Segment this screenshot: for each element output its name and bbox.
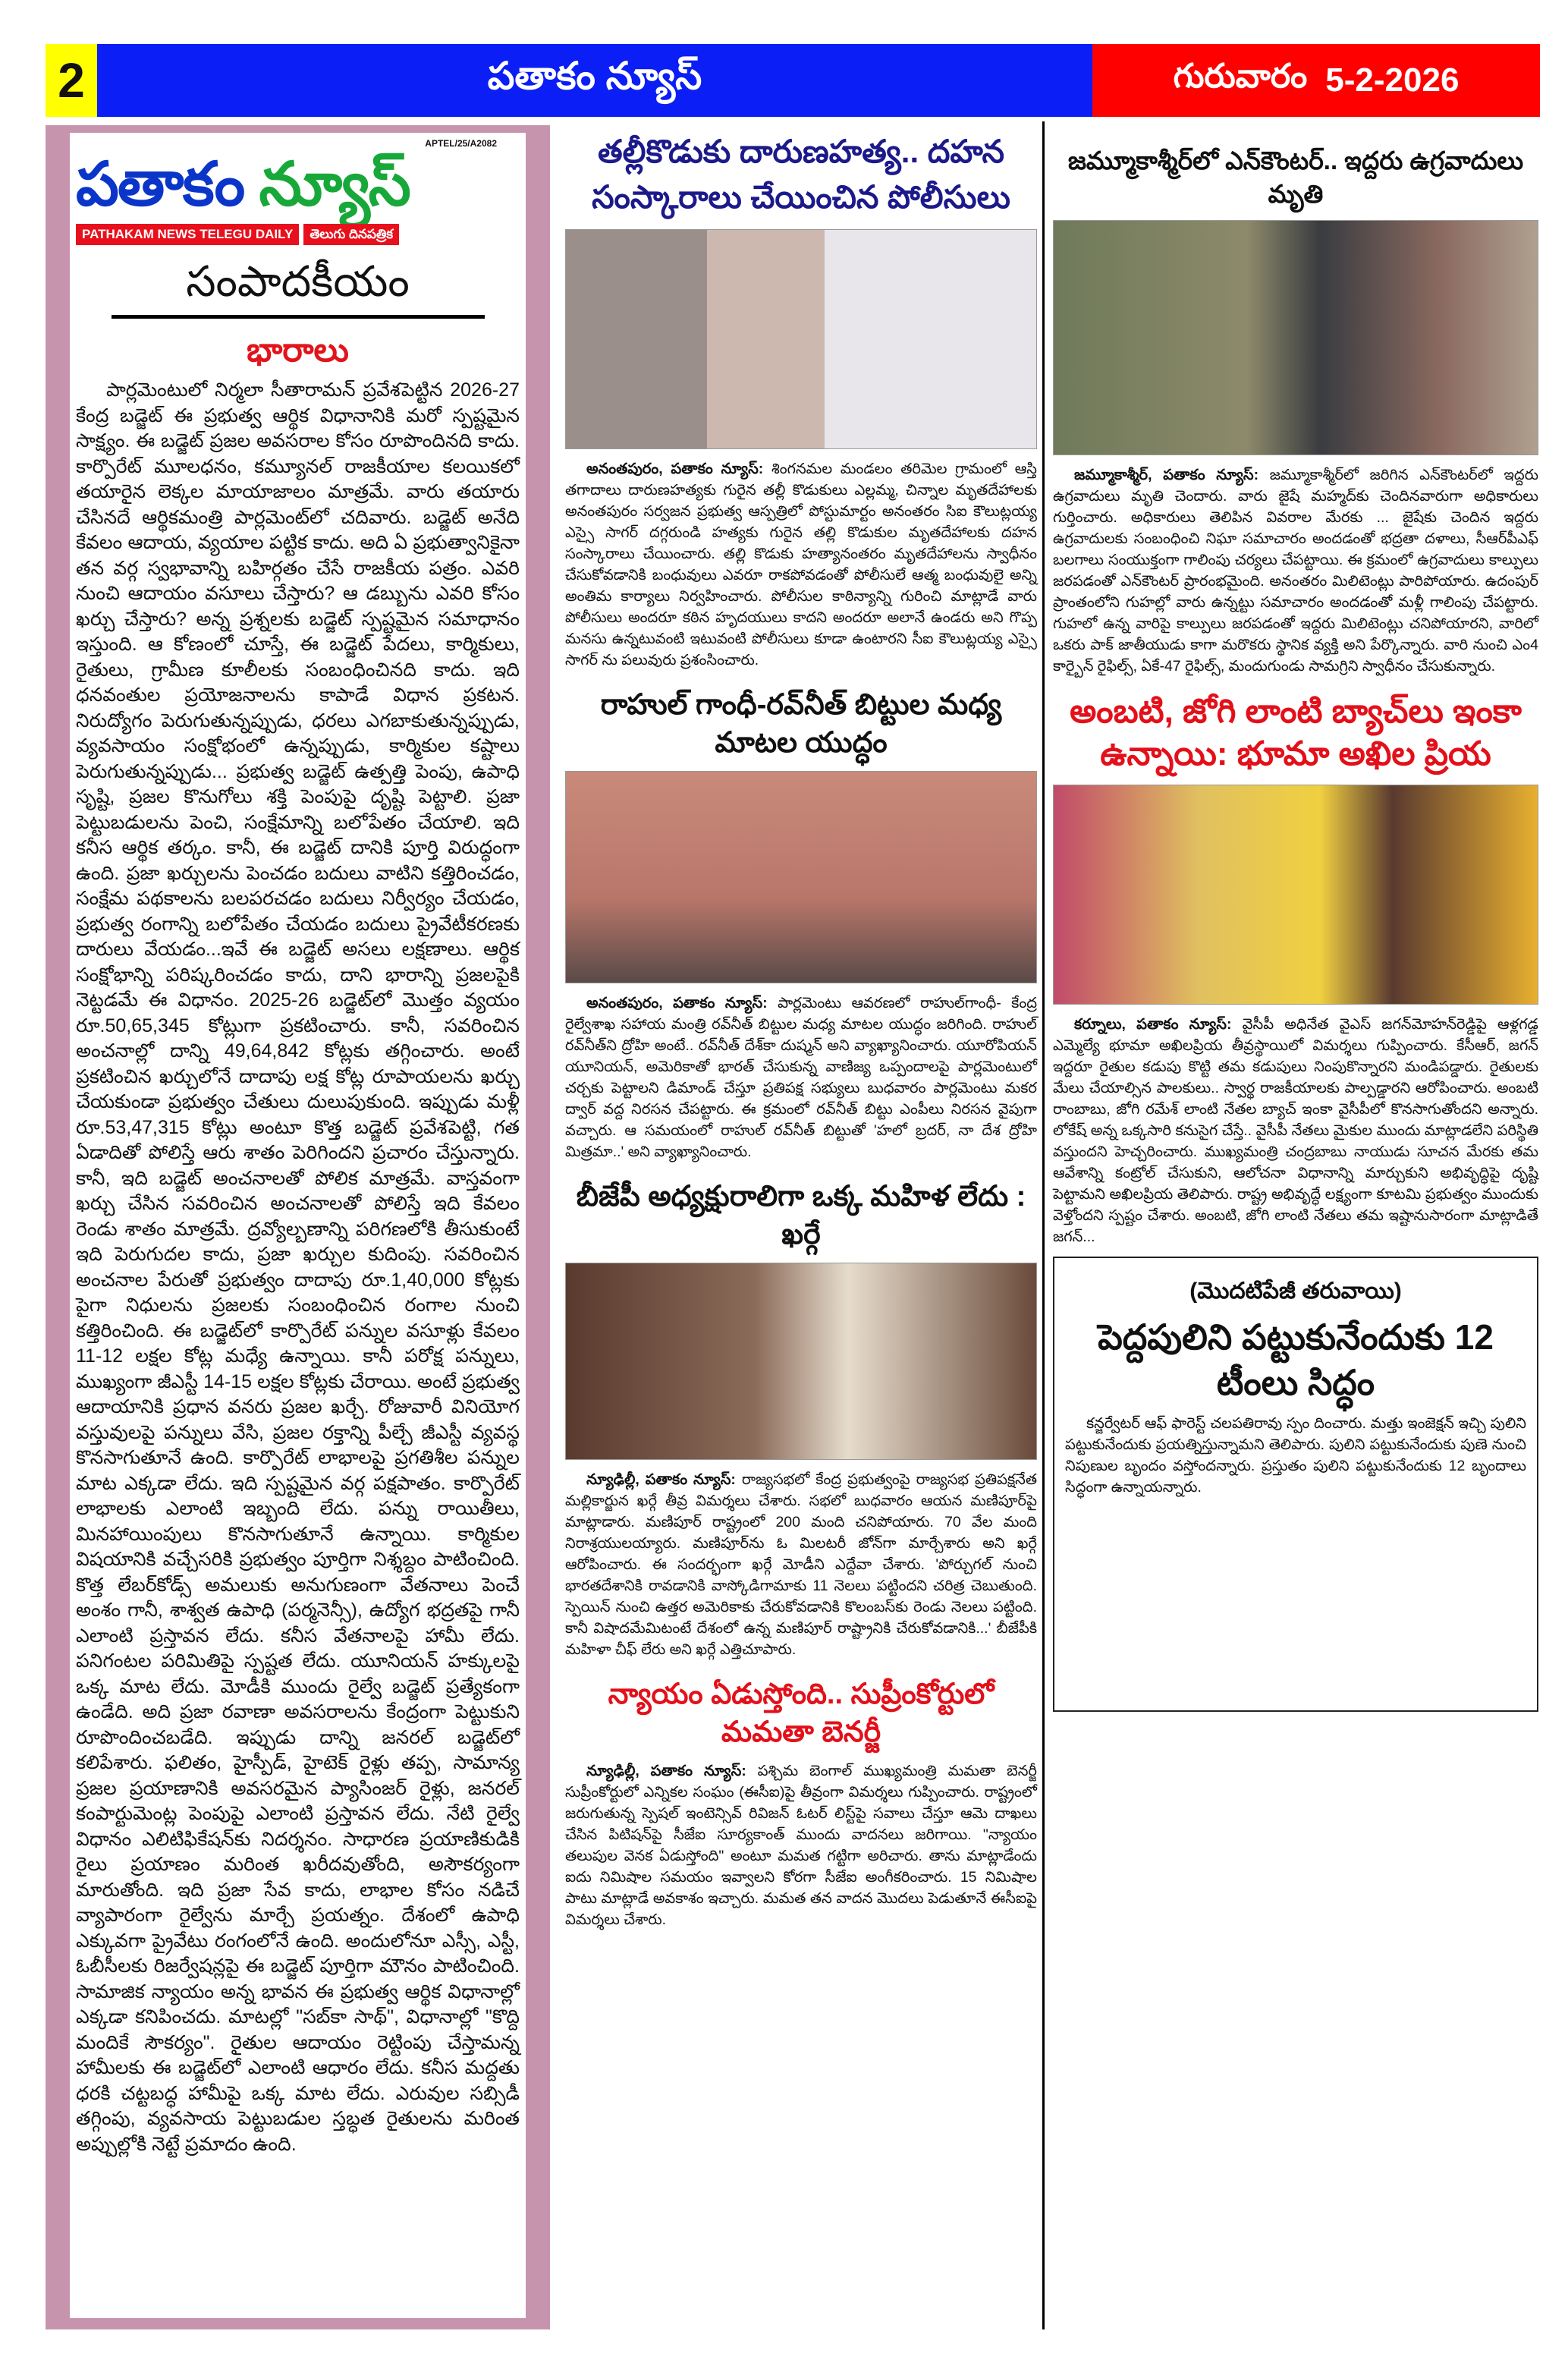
article-text: పశ్చిమ బెంగాల్ ముఖ్యమంత్రి మమతా బెనర్జీ సుప్రీంకోర్టులో ఎన్నికల సంఘం (ఈసీఐ)పై తీవ్రంగా విమర్శలు గుప్పించారు. రాష్ట్రంలో జరుగుతున్న స్పెషల్ ఇంటెన్సివ్ రివిజన్ ఓటర్ లిస్ట్‌పై సవాలు చేస్తూ ఆమె దాఖలు చేసిన పిటిషన్‌పై సీజేఐ సూర్యకాంత్ ముందు వాదనలు జరిగాయి. "న్యాయం తలుపుల వెనక ఏడుస్తోంది" అంటూ మమత గట్టిగా అరిచారు. తాను మాట్లాడేందు ఐదు నిమిషాల సమయం ఇవ్వాలని కోరగా సీజేఐ అంగీకరించారు. 15 నిమిషాల పాటు మాట్లాడే అవకాశం ఇచ్చారు. మమత తన వాదన మొదలు పెడుతూనే ఈసీఐపై విమర్శలు చేశారు.	[565, 1763, 1037, 1928]
registration-number: APTEL/25/A2082	[425, 138, 497, 149]
article-jammu	[1053, 464, 1538, 677]
divider	[112, 315, 485, 319]
middle-column	[565, 129, 1037, 1930]
article-rahul-bittu	[565, 992, 1037, 1162]
page-number: 2	[46, 44, 97, 117]
tiger-story-box	[1053, 1257, 1538, 1712]
article-mother-son	[565, 458, 1037, 671]
dateline: జమ్మూకాశ్మీర్, పతాకం న్యూస్:	[1074, 467, 1259, 483]
logo-name-part2: న్యూస్	[259, 150, 410, 218]
photo-parliament	[565, 771, 1037, 983]
photo-ambulance-police	[565, 229, 1037, 449]
article-text: రాజ్యసభలో కేంద్ర ప్రభుత్వంపై రాజ్యసభ ప్రతిపక్షనేత మల్లికార్జున ఖర్గే తీవ్ర విమర్శలు చేశారు. సభలో బుధవారం ఆయన మణిపూర్‌పై మాట్లాడారు. మణిపూర్ రాష్ట్రంలో 200 మంది చనిపోయారు. 70 వేల మంది నిరాశ్రయులయ్యారు. మణిపూర్‌ను ఓ మిలటరీ జోన్‌గా మార్చేశారు అని ఖర్గే ఆరోపించారు. ఈ సందర్భంగా ఖర్గే మోడీని ఎద్దేవా చేశారు. 'పోర్చుగల్ నుంచి భారతదేశానికి రావడానికి వాస్కోడిగామాకు 11 నెలలు పట్టిందని చరిత్ర చెబుతుంది. స్పెయిన్ నుంచి ఉత్తర అమెరికాకు చేరుకోవడానికి కొలంబస్‌కు రెండు నెలలు పట్టింది. కానీ విషాదమేమిటంటే దేశంలో ఉన్న మణిపూర్ రాష్ట్రానికి చేరుకోవడానికి...' బీజేపీకి మహిళా చీఫ్ లేరు అని ఖర్గే ఎత్తిచూపారు.	[565, 1471, 1037, 1658]
column-divider	[1042, 121, 1045, 2329]
headline-mother-son: తల్లీకొడుకు దారుణహత్య.. దహన సంస్కారాలు చేయించిన పోలీసులు	[592, 134, 1010, 215]
day-label: గురువారం	[1173, 57, 1308, 95]
headline-mamata: న్యాయం ఏడుస్తోంది.. సుప్రీంకోర్టులో మమతా బెనర్జీ	[608, 1678, 995, 1748]
article-text: వైసీపీ అధినేత వైఎస్ జగన్‌మోహన్‌రెడ్డిపై ఆళ్లగడ్డ ఎమ్మెల్యే భూమా అఖిలప్రియ తీవ్రస్థాయిలో విమర్శలు గుప్పించారు. కేసీఆర్, జగన్ ఇద్దరూ రైతుల కడుపు కొట్టి తమ కడుపులు నింపుకొన్నారని మండిపడ్డారు. రైతులకు మేలు చేయాల్సిన పాలకులు.. స్వార్థ రాజకీయాలకు పాల్పడ్డారని ఆరోపించారు. అంబటి రాంబాబు, జోగి రమేశ్ లాంటి నేతల బ్యాచ్ ఇంకా వైసీపీలో కొనసాగుతోందని అన్నారు. లోకేష్ అన్న ఒక్కసారి కనుసైగ చేస్తే.. వైసీపీ నేతలు మైకుల ముందు మాట్లాడలేని పరిస్థితి వస్తుందని హెచ్చరించారు. ముఖ్యమంత్రి చంద్రబాబు నాయుడు సూచన మేరకు తమ ఆవేశాన్ని కంట్రోల్ చేసుకుని, ఆలోచనా విధానాన్ని మార్చుకుని అభివృద్ధిపై దృష్టి పెట్టామని అఖిలప్రియ తెలిపారు. రాష్ట్ర అభివృద్ధే లక్ష్యంగా కూటమి ప్రభుత్వం ముందుకు వెళ్తోందని స్పష్టం చేశారు. అంబటి, జోగి లాంటి నేతలు తమ ఇష్టానుసారంగా మాట్లాడితే జగన్...	[1053, 1016, 1538, 1245]
tagline-te: తెలుగు దినపత్రిక	[303, 224, 399, 245]
article-text: జమ్మూకాశ్మీర్‌లో జరిగిన ఎన్‌కౌంటర్‌లో ఇద్దరు ఉగ్రవాదులు మృతి చెందారు. వారు జైషే మహ్మద్‌కు చెందినవారుగా అధికారులు గుర్తించారు. అధికారులు తెలిపిన వివరాల మేరకు ... జైషేకు చెందిన ఇద్దరు ఉగ్రవాదులకు సంబంధించి నిఘా సమాచారం అందడంతో భద్రతా దళాలు, సీఆర్‌పీఎఫ్ బలగాలు సంయుక్తంగా గాలింపు చర్యలు చేపట్టాయి. ఈ క్రమంలో ఉగ్రవాదులు కాల్పులు జరపడంతో ఎన్‌కౌంటర్ ప్రారంభమైంది. అనంతరం మిలిటెంట్లు పారిపోయారు. ఉదంపుర్ ప్రాంతంలోని గుహల్లో వారు ఉన్నట్టు సమాచారం అందడంతో మళ్లీ గాలింపు చేపట్టారు. గుహలో ఉన్న వారిపై కాల్పులు జరపడంతో ఇద్దరు మిలిటెంట్లు చనిపోయారని, వారిలో ఒకరు పాక్ జాతీయుడు కాగా మరొకరు స్థానిక వ్యక్తి అని పేర్కొన్నారు. వారి నుంచి ఎం4 కార్బైన్ రైఫిల్స్, ఏకే-47 రైఫిల్స్, మందుగుండు సామగ్రిని స్వాధీనం చేసుకున్నారు.	[1053, 467, 1539, 675]
headline-tiger: పెద్దపులిని పట్టుకునేందుకు 12 టీంలు సిద్ధం	[1098, 1317, 1494, 1402]
headline-rahul-bittu: రాహుల్ గాంధీ-రవ్‌నీత్ బిట్టుల మధ్య మాటల యుద్ధం	[600, 689, 1002, 759]
dateline: కర్నూలు, పతాకం న్యూస్:	[1074, 1016, 1232, 1033]
logo-tagline	[76, 224, 520, 245]
editorial-headline: భారాలు	[247, 332, 349, 369]
dateline: అనంతపురం, పతాకం న్యూస్:	[586, 995, 768, 1011]
dateline: న్యూఢిల్లీ, పతాకం న్యూస్:	[586, 1471, 736, 1488]
photo-encounter	[1053, 220, 1538, 455]
photo-kharge	[565, 1263, 1037, 1460]
editorial-body: పార్లమెంటులో నిర్మలా సీతారామన్ ప్రవేశపెట్టిన 2026-27 కేంద్ర బడ్జెట్ ఈ ప్రభుత్వ ఆర్థిక విధానానికి మరో స్పష్టమైన సాక్ష్యం. ఈ బడ్జెట్ ప్రజల అవసరాల కోసం రూపొందినది కాదు. కార్పొరేట్ మూలధనం, కమ్యూనల్ రాజకీయాల కలయికలో తయారైన లెక్కల మాయాజాలం మాత్రమే. వారు తయారు చేసినదే ఆర్థికమంత్రి పార్లమెంట్‌లో చదివారు. బడ్జెట్ అనేది కేవలం ఆదాయ, వ్యయాల పట్టిక కాదు. అది ఏ ప్రభుత్వానికైనా తన వర్గ స్వభావాన్ని బహిర్గతం చేసే రాజకీయ పత్రం. ఎవరి నుంచి ఆదాయం వసూలు చేస్తారు? ఆ డబ్బును ఎవరి కోసం ఖర్చు చేస్తారు? అన్న ప్రశ్నలకు బడ్జెట్ స్పష్టమైన సమాధానం ఇస్తుంది. ఆ కోణంలో చూస్తే, ఈ బడ్జెట్ పేదలు, కార్మికులు, రైతులు, గ్రామీణ కూలీలకు సంబంధించినది కాదు. ఇది ధనవంతుల ప్రయోజనాలను కాపాడే విధాన ప్రకటన. నిరుద్యోగం పెరుగుతున్నప్పుడు, ధరలు ఎగబాకుతున్నప్పుడు, వ్యవసాయం సంక్షోభంలో ఉన్నప్పుడు, కార్మికుల కష్టాలు పెరుగుతున్నప్పుడు... ప్రభుత్వ బడ్జెట్ ఉత్పత్తి పెంపు, ఉపాధి సృష్టి, ప్రజల కొనుగోలు శక్తి పెంపుపై దృష్టి పెట్టాలి. ప్రజా పెట్టుబడులను పెంచి, సంక్షేమాన్ని బలోపేతం చేయాలి. ఇది కనీస ఆర్థిక తర్కం. కానీ, ఈ బడ్జెట్ దానికి పూర్తి విరుద్ధంగా ఉంది. ప్రజా ఖర్చులను పెంచడం బదులు వాటిని కత్తిరించడం, సంక్షేమ పథకాలను బలపరచడం బదులు నిర్వీర్యం చేయడం, ప్రభుత్వ రంగాన్ని బలోపేతం చేయడం బదులు ప్రైవేటీకరణకు దారులు వేయడం...ఇవే ఈ బడ్జెట్ అసలు లక్షణాలు. ఆర్థిక సంక్షోభాన్ని పరిష్కరించడం కాదు, దాని భారాన్ని ప్రజలపైకి నెట్టడమే ఈ విధానం. 2025-26 బడ్జెట్‌లో మొత్తం వ్యయం రూ.50,65,345 కోట్లుగా ప్రకటించారు. కానీ, సవరించిన అంచనాల్లో దాన్ని 49,64,842 కోట్లకు తగ్గించారు. అంటే ప్రకటించిన ఖర్చులోనే దాదాపు లక్ష కోట్ల రూపాయలను ఖర్చు చేయకుండా ప్రభుత్వం చేతులు దులుపుకుంది. ఇప్పుడు మళ్లీ రూ.53,47,315 కోట్లు అంటూ కొత్త బడ్జెట్ ప్రవేశపెట్టి, గత ఏడాదితో పోలిస్తే ఆరు శాతం పెరిగిందని ప్రచారం చేస్తున్నారు. కానీ, ఇది బడ్జెట్ అంచనాలతో పోలిక మాత్రమే. వాస్తవంగా ఖర్చు చేసిన సవరించిన అంచనాలతో పోలిస్తే ఇది కేవలం రెండు శాతం మాత్రమే. ద్రవ్యోల్బణాన్ని పరిగణలోకి తీసుకుంటే ఇది పెరుగుదల కాదు, ప్రజా ఖర్చుల కుదింపు. సవరించిన అంచనాల పేరుతో ప్రభుత్వం దాదాపు రూ.1,40,000 కోట్లకు పైగా నిధులను ప్రజలకు సంబంధించిన రంగాల నుంచి కత్తిరించింది. ఈ బడ్జెట్‌లో కార్పొరేట్ పన్నుల వసూళ్లు కేవలం 11-12 లక్షల కోట్ల మధ్యే ఉన్నాయి. కానీ పరోక్ష పన్నులు, ముఖ్యంగా జీఎస్టీ 14-15 లక్షల కోట్లకు చేరాయి. అంటే ప్రభుత్వ ఆదాయానికి ప్రధాన వనరు ప్రజల ఖర్చే. రోజువారీ వినియోగ వస్తువులపై పన్నులు వేసి, ప్రజల రక్తాన్ని పీల్చే జీఎస్టీ వ్యవస్థ కొనసాగుతూనే ఉంది. కార్పొరేట్ లాభాలపై ప్రగతిశీల పన్నుల మాట ఎక్కడా లేదు. ఇది స్పష్టమైన వర్గ పక్షపాతం. కార్పొరేట్ లాభాలకు ఎలాంటి ఇబ్బంది లేదు. పన్ను రాయితీలు, మినహాయింపులు కొనసాగుతూనే ఉన్నాయి. కార్మికుల విషయానికి వచ్చేసరికి ప్రభుత్వం పూర్తిగా నిశ్శబ్దం పాటించింది. కొత్త లేబర్‌కోడ్స్ అమలుకు అనుగుణంగా వేతనాలు పెంచే అంశం గానీ, శాశ్వత ఉపాధి (పర్మనెన్సీ), ఉద్యోగ భద్రతపై గానీ ఎలాంటి ప్రస్తావన లేదు. కనీస వేతనాలపై హామీ లేదు. పనిగంటల పరిమితిపై స్పష్టత లేదు. యూనియన్ హక్కులపై ఒక్క మాట లేదు. మోడీకి ముందు రైల్వే బడ్జెట్ ప్రత్యేకంగా ఉండేది. అది ప్రజా రవాణా అవసరాలను కేంద్రంగా పెట్టుకుని రూపొందించబడేది. ఇప్పుడు దాన్ని జనరల్ బడ్జెట్‌లో కలిపేశారు. ఫలితం, హైస్పీడ్, హైటెక్ రైళ్లు తప్ప, సామాన్య ప్రజల ప్రయాణానికి అవసరమైన ప్యాసింజర్ రైళ్లు, జనరల్ కంపార్టుమెంట్ల పెంపుపై ఎలాంటి ప్రస్తావన లేదు. నేటి రైల్వే విధానం ఎలిటిఫికేషన్‌కు నిదర్శనం. సాధారణ ప్రయాణికుడికి రైలు ప్రయాణం మరింత ఖరీదవుతోంది, అసౌకర్యంగా మారుతోంది. ఇది ప్రజా సేవ కాదు, లాభాల కోసం నడిచే వ్యాపారంగా రైల్వేను మార్చే ప్రయత్నం. దేశంలో ఉపాధి ఎక్కువగా ప్రైవేటు రంగంలోనే ఉంది. అందులోనూ ఎస్సీ, ఎస్టీ, ఓబీసీలకు రిజర్వేషన్లపై ఈ బడ్జెట్ పూర్తిగా మౌనం పాటించింది. సామాజిక న్యాయం అన్న భావన ఈ ప్రభుత్వ ఆర్థిక విధానాల్లో ఎక్కడా కనిపించదు. మాటల్లో "సబ్‌కా సాథ్", విధానాల్లో "కొద్ది మందికే సౌకర్యం". రైతుల ఆదాయం రెట్టింపు చేస్తామన్న హామీలకు ఈ బడ్జెట్‌లో ఎలాంటి ఆధారం లేదు. కనీస మద్దతు ధరకి చట్టబద్ధ హామీపై ఒక్క మాట లేదు. ఎరువుల సబ్సిడీ తగ్గింపు, వ్యవసాయ పెట్టుబడుల స్తబ్ధత రైతులను మరింత అప్పుల్లోకి నెట్టే ప్రమాదం ఉంది.	[76, 379, 520, 2155]
dateline: అనంతపురం, పతాకం న్యూస్:	[586, 461, 764, 477]
date-label: 5-2-2026	[1325, 61, 1460, 99]
article-kharge	[565, 1469, 1037, 1660]
logo-name-part1: పతాకం	[76, 150, 244, 218]
dateline: న్యూఢిల్లీ, పతాకం న్యూస్:	[586, 1763, 746, 1779]
article-tiger: కన్జర్వేటర్ ఆఫ్ ఫారెస్ట్ చలపతిరావు స్పం దించారు. మత్తు ఇంజెక్షన్ ఇచ్చి పులిని పట్టుకునేందుకు ప్రయత్నిస్తున్నామని తెలిపారు. పులిని పట్టుకునేందుకు పుణె నుంచి నిపుణుల బృందం వస్తోందన్నారు. ప్రస్తుతం పులిని పట్టుకునేందుకు 12 బృందాలు సిద్ధంగా ఉన్నాయన్నారు.	[1065, 1415, 1526, 1496]
newspaper-logo	[76, 137, 520, 245]
editorial-panel	[46, 125, 550, 2329]
headline-jammu: జమ్మూకాశ్మీర్‌లో ఎన్‌కౌంటర్.. ఇద్దరు ఉగ్రవాదులు మృతి	[1067, 146, 1524, 208]
masthead-paper-name: పతాకం న్యూస్	[97, 44, 1092, 117]
headline-kharge: బీజేపీ అధ్యక్షురాలిగా ఒక్క మహిళ లేదు : ఖర్గే	[576, 1181, 1026, 1250]
article-text: పార్లమెంటు ఆవరణలో రాహుల్‌గాంధీ- కేంద్ర రైల్వేశాఖ సహాయ మంత్రి రవ్‌నీత్ బిట్టుల మధ్య మాటల యుద్ధం జరిగింది. రాహుల్ రవ్‌నీత్‌ని ద్రోహి అంటే.. రవ్‌నీత్ దేశ్‌కా దుష్మన్ అని వ్యాఖ్యానించారు. యూరోపియన్ యూనియన్, అమెరికాతో భారత్ చేసుకున్న వాణిజ్య ఒప్పందాలపై పార్లమెంటులో చర్చకు పెట్టాలని డిమాండ్ చేస్తూ ప్రతిపక్ష సభ్యులు బుధవారం పార్లమెంటు మకర ద్వార్ వద్ద నిరసన చేపట్టారు. ఈ క్రమంలో రవ్‌నీత్ బిట్టు ఎంపీలు నిరసన వైపుగా వచ్చారు. ఆ సమయంలో రాహుల్ రవ్‌నీత్ బిట్టుతో 'హలో బ్రదర్, నా దేశ ద్రోహి మిత్రమా..' అని వ్యాఖ్యానించారు.	[565, 995, 1037, 1160]
editorial-inner	[70, 133, 526, 2318]
article-mamata	[565, 1760, 1037, 1930]
editorial-section-title: సంపాదకీయం	[186, 257, 410, 305]
tagline-en: PATHAKAM NEWS TELEGU DAILY	[76, 224, 299, 245]
article-text: శింగనమల మండలం తరిమెల గ్రామంలో ఆస్తి తగాదాలు దారుణహత్యకు గురైన తల్లీ కొడుకులు ఎల్లమ్మ, చిన్నాల మృతదేహాలకు అనంతపురం సర్వజన ప్రభుత్వ ఆస్పత్రిలో పోస్టుమార్టం అనంతరం సిఐ కౌలుట్లయ్య ఎస్సై సాగర్ దగ్గరుండి హత్యకు గురైన తల్లి కొడుకుల మృతదేహాలకు దహన సంస్కారాలు చేయించారు. తల్లి కొడుకు హత్యానంతరం మృతదేహాలను స్వాధీనం చేసుకోవడానికి బంధువులు ఎవరూ రాకపోవడంతో పోలీసులే ఆత్మ బంధువులై అన్ని అంతిమ కార్యాలు నిర్వహించారు. పోలీసుల కాఠిన్యాన్ని గురించి మాట్లాడే వారు పోలీసులు అందరూ కఠిన హృదయులు కాదని అందరూ అలానే ఉండరు అని గొప్ప మనసు ఉన్నటువంటి ఇటువంటి పోలీసులు కూడా ఉంటారని సీఐ కౌలుట్లయ్య ఎస్సై సాగర్ ను పలువురు ప్రశంసించారు.	[565, 461, 1037, 668]
headline-akhila-priya: అంబటి, జోగి లాంటి బ్యాచ్‌లు ఇంకా ఉన్నాయి: భూమా అఖిల ప్రియ	[1070, 693, 1522, 772]
photo-akhila-priya	[1053, 785, 1538, 1005]
right-column	[1053, 144, 1538, 1712]
logo-wordmark	[76, 149, 520, 219]
continued-label: (మొదటిపేజీ తరువాయి)	[1189, 1279, 1402, 1304]
article-akhila-priya	[1053, 1014, 1538, 1247]
masthead-date	[1092, 44, 1540, 117]
